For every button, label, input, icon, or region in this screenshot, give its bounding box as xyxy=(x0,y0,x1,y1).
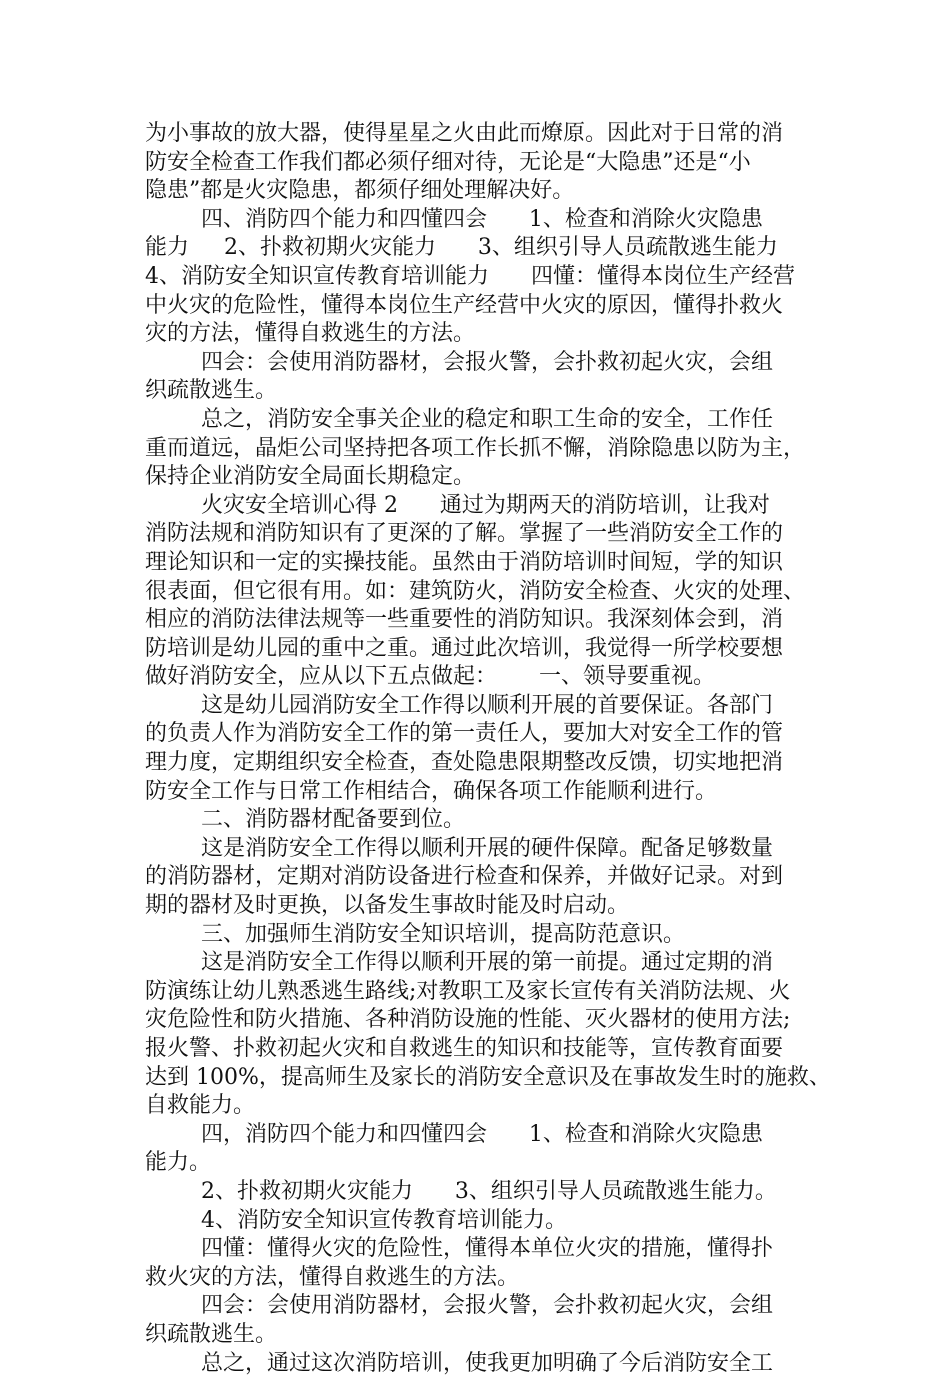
text-line: 这是消防安全工作得以顺利开展的第一前提。通过定期的消 xyxy=(145,950,773,976)
text-line: 能力 2、扑救初期火灾能力 3、组织引导人员疏散逃生能力 xyxy=(145,235,778,261)
text-line: 灾的方法，懂得自救逃生的方法。 xyxy=(145,321,476,347)
text-line: 四会：会使用消防器材，会报火警，会扑救初起火灾，会组 xyxy=(145,1293,773,1319)
document-body xyxy=(145,120,831,1378)
text-line: 理论知识和一定的实操技能。虽然由于消防培训时间短，学的知识 xyxy=(145,549,784,575)
text-line: 防演练让幼儿熟悉逃生路线;对教职工及家长宣传有关消防法规、火 xyxy=(145,978,791,1004)
text-line: 相应的消防法律法规等一些重要性的消防知识。我深刻体会到，消 xyxy=(145,607,784,633)
text-line: 4、消防安全知识宣传教育培训能力 四懂：懂得本岗位生产经营 xyxy=(145,263,795,289)
text-line: 灾危险性和防火措施、各种消防设施的性能、灭火器材的使用方法; xyxy=(145,1007,791,1033)
text-line: 总之，消防安全事关企业的稳定和职工生命的安全，工作任 xyxy=(145,406,773,432)
text-line: 报火警、扑救初起火灾和自救逃生的知识和技能等，宣传教育面要 xyxy=(145,1036,784,1061)
text-line: 防培训是幼儿园的重中之重。通过此次培训，我觉得一所学校要想 xyxy=(145,635,784,661)
text-line: 自救能力。 xyxy=(145,1093,256,1119)
text-line: 四、消防四个能力和四懂四会 1、检查和消除火灾隐患 xyxy=(145,206,763,232)
text-line: 2、扑救初期火灾能力 3、组织引导人员疏散逃生能力。 xyxy=(145,1178,777,1204)
text-line: 做好消防安全，应从以下五点做起： 一、领导要重视。 xyxy=(145,664,715,690)
text-line: 保持企业消防安全局面长期稳定。 xyxy=(145,464,476,490)
text-line: 理力度，定期组织安全检查，查处隐患限期整改反馈，切实地把消 xyxy=(145,750,784,776)
text-line: 这是消防安全工作得以顺利开展的硬件保障。配备足够数量 xyxy=(145,835,773,861)
text-line: 重而道远，晶炬公司坚持把各项工作长抓不懈，消除隐患以防为主， xyxy=(145,435,806,461)
text-line: 4、消防安全知识宣传教育培训能力。 xyxy=(145,1207,567,1233)
text-line: 织疏散逃生。 xyxy=(145,378,278,404)
text-line: 的负责人作为消防安全工作的第一责任人，要加大对安全工作的管 xyxy=(145,721,784,747)
text-line: 织疏散逃生。 xyxy=(145,1321,278,1347)
text-line: 四会：会使用消防器材，会报火警，会扑救初起火灾，会组 xyxy=(145,349,773,375)
text-line: 这是幼儿园消防安全工作得以顺利开展的首要保证。各部门 xyxy=(145,692,773,718)
text-line: 防安全工作与日常工作相结合，确保各项工作能顺利进行。 xyxy=(145,778,718,804)
text-line: 防安全检查工作我们都必须仔细对待，无论是“大隐患”还是“小 xyxy=(145,149,751,175)
text-line: 隐患”都是火灾隐患，都须仔细处理解决好。 xyxy=(145,178,575,204)
text-line: 消防法规和消防知识有了更深的了解。掌握了一些消防安全工作的 xyxy=(145,521,784,547)
text-line: 三、加强师生消防安全知识培训，提高防范意识。 xyxy=(145,921,685,947)
text-line: 的消防器材，定期对消防设备进行检查和保养，并做好记录。对到 xyxy=(145,864,784,890)
text-line: 二、消防器材配备要到位。 xyxy=(145,807,465,833)
text-line: 为小事故的放大器，使得星星之火由此而燎原。因此对于日常的消 xyxy=(145,121,784,146)
text-line: 很表面，但它很有用。如：建筑防火，消防安全检查、火灾的处理、 xyxy=(145,578,806,604)
text-line: 达到 100%，提高师生及家长的消防安全意识及在事故发生时的施救、 xyxy=(145,1064,831,1090)
text-line: 救火灾的方法，懂得自救逃生的方法。 xyxy=(145,1264,520,1290)
text-line: 四，消防四个能力和四懂四会 1、检查和消除火灾隐患 xyxy=(145,1121,763,1147)
text-line: 火灾安全培训心得 2 通过为期两天的消防培训，让我对 xyxy=(145,492,770,518)
text-line: 总之，通过这次消防培训，使我更加明确了今后消防安全工 xyxy=(145,1350,773,1376)
text-line: 中火灾的危险性，懂得本岗位生产经营中火灾的原因，懂得扑救火 xyxy=(145,292,784,318)
text-line: 四懂：懂得火灾的危险性，懂得本单位火灾的措施，懂得扑 xyxy=(145,1236,773,1262)
text-line: 能力。 xyxy=(145,1150,212,1176)
text-line: 期的器材及时更换，以备发生事故时能及时启动。 xyxy=(145,893,630,919)
